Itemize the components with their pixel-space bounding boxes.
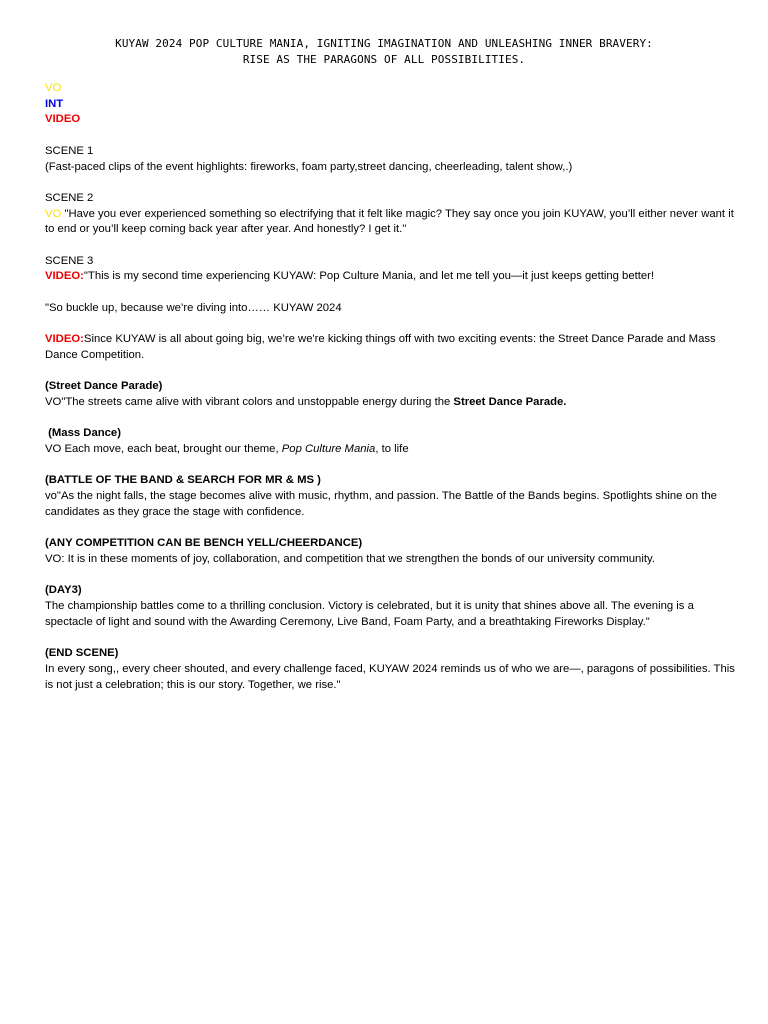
mass-dance-theme: Pop Culture Mania [281,443,376,456]
street-dance-text: VO"The streets came alive with vibrant colors and unstoppable energy during the [45,395,454,408]
battle-text: vo"As the night falls, the stage becomes alive with music, rhythm, and passion. The Battle of the Bands begins. Spotlights shine on the candidates as they grace the stage with confidence. [45,490,717,518]
color-legend [45,81,735,128]
video-tag: VIDEO: [45,333,84,346]
mass-dance-text-after: , to life [375,443,409,456]
scene-3-line-2: "So buckle up, because we’re diving into…… KUYAW 2024 [45,301,342,314]
end-scene-section [45,646,735,693]
legend-vo: VO [45,82,62,94]
scene-1-text: (Fast-paced clips of the event highlights: fireworks, foam party,street dancing, cheerleading, talent show,.) [45,160,573,173]
street-dance-section [45,379,735,410]
scene-2-text: "Have you ever experienced something so electrifying that it felt like magic? They say once you join KUYAW, you’ll either never want it to end or you’ll keep coming back year after year. And honestly? I get it." [45,207,734,236]
scene-3-paragraph [45,269,735,285]
scene-3 [45,254,735,317]
battle-heading: (BATTLE OF THE BAND & SEARCH FOR MR & MS ) [45,474,321,487]
day3-section [45,583,735,630]
scene-3-heading: SCENE 3 [45,254,94,267]
vo-tag: VO [45,207,62,220]
battle-section [45,473,735,520]
title-line-1: KUYAW 2024 POP CULTURE MANIA, IGNITING IMAGINATION AND UNLEASHING INNER BRAVERY: [115,37,653,50]
title-line-2: RISE AS THE PARAGONS OF ALL POSSIBILITIES. [242,52,526,66]
legend-video: VIDEO [45,113,81,126]
scene-2-paragraph [45,207,735,238]
video-intro-text: Since KUYAW is all about going big, we’re we're kicking things off with two exciting events: the Street Dance Parade and Mass Dance Competition. [45,333,716,361]
mass-dance-text-before: VO Each move, each beat, brought our theme, [45,443,282,456]
mass-dance-paragraph [45,442,735,458]
street-dance-paragraph [45,395,735,411]
video-intro [45,332,735,363]
video-intro-paragraph [45,332,735,363]
mass-dance-heading: (Mass Dance) [45,427,121,440]
document-title [40,36,728,67]
scene-2-heading: SCENE 2 [45,191,94,204]
scene-1 [45,144,735,175]
scene-2 [45,191,735,238]
video-tag: VIDEO: [45,270,84,283]
street-dance-heading: (Street Dance Parade) [45,380,163,393]
competition-text: VO: It is in these moments of joy, collaboration, and competition that we strengthen the bonds of our university community. [45,552,655,565]
legend-int: INT [45,97,64,110]
end-scene-heading: (END SCENE) [45,647,119,660]
mass-dance-section [45,426,735,457]
end-scene-text: In every song,, every cheer shouted, and every challenge faced, KUYAW 2024 reminds us of who we are—, paragons of possibilities. This is not just a celebration; this is our story. Together, we rise." [45,662,735,691]
scene-3-text: "This is my second time experiencing KUYAW: Pop Culture Mania, and let me tell you—it just keeps getting better! [83,270,655,283]
competition-section [45,536,735,567]
day3-heading: (DAY3) [45,584,82,597]
script-body [45,81,735,693]
street-dance-bold: Street Dance Parade. [453,395,567,408]
competition-heading: (ANY COMPETITION CAN BE BENCH YELL/CHEERDANCE) [45,537,363,550]
scene-1-heading: SCENE 1 [45,144,94,157]
day3-text: The championship battles come to a thrilling conclusion. Victory is celebrated, but it is unity that shines above all. The evening is a spectacle of light and sound with the Awarding Ceremony, Live Band, Foam Party, and a breathtaking Fireworks Display." [45,600,694,628]
